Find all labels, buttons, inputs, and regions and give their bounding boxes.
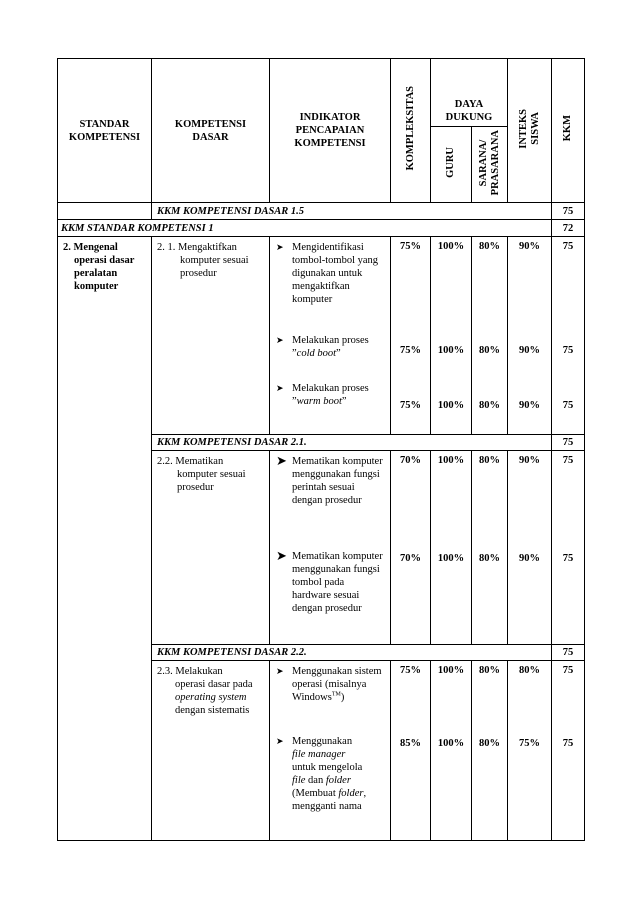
header-inteks-siswa: INTEKS SISWA bbox=[508, 59, 552, 203]
indikator-2-2 bbox=[270, 451, 391, 645]
sarana-2-1: 80% 80% 80% bbox=[472, 237, 508, 435]
kompetensi-dasar-2-3: 2.3. Melakukan operasi dasar pada operating system dengan sistematis bbox=[152, 661, 270, 841]
kkm-kd-1-5-row bbox=[58, 203, 585, 220]
kompetensi-dasar-2-1: 2. 1. Mengaktifkan komputer sesuai prosedur bbox=[152, 237, 270, 435]
kompleksitas-2-3: 75% 85% bbox=[391, 661, 431, 841]
kkm-kd-1-5-value: 75 bbox=[552, 203, 585, 220]
kkm-2-2: 75 75 bbox=[552, 451, 585, 645]
kkm-kd-2-1-label: KKM KOMPETENSI DASAR 2.1. bbox=[152, 435, 552, 451]
kompleksitas-2-1: 75% 75% 75% bbox=[391, 237, 431, 435]
header-kompleksitas: KOMPLEKSITAS bbox=[391, 59, 431, 203]
kkm-sk-1-label: KKM STANDAR KOMPETENSI 1 bbox=[58, 220, 552, 237]
kkm-table bbox=[57, 58, 585, 841]
kkm-sk-1-row bbox=[58, 220, 585, 237]
indicator-item: ➤ Melakukan proses ”cold boot” bbox=[276, 335, 369, 359]
kkm-kd-2-1-value: 75 bbox=[552, 435, 585, 451]
header-daya-dukung: DAYA DUKUNG bbox=[431, 59, 508, 127]
kd-2-1-row bbox=[58, 237, 585, 435]
sarana-2-3: 80% 80% bbox=[472, 661, 508, 841]
arrow-bullet-icon: ➤ bbox=[276, 383, 284, 393]
header-guru: GURU bbox=[431, 127, 472, 203]
arrow-bullet-icon: ➤ bbox=[276, 666, 284, 676]
indikator-2-3 bbox=[270, 661, 391, 841]
kkm-kd-1-5-label: KKM KOMPETENSI DASAR 1.5 bbox=[152, 203, 552, 220]
kkm-kd-2-2-label: KKM KOMPETENSI DASAR 2.2. bbox=[152, 645, 552, 661]
kompleksitas-2-2: 70% 70% bbox=[391, 451, 431, 645]
indicator-item: ➤ Mengidentifikasi tombol-tombol yang digunakan untuk mengaktifkan komputer bbox=[276, 242, 379, 305]
guru-2-3: 100% 100% bbox=[431, 661, 472, 841]
kkm-sk-1-value: 72 bbox=[552, 220, 585, 237]
arrow-bullet-icon: ➤ bbox=[276, 453, 287, 468]
inteks-2-2: 90% 90% bbox=[508, 451, 552, 645]
arrow-bullet-icon: ➤ bbox=[276, 736, 284, 746]
kkm-2-3: 75 75 bbox=[552, 661, 585, 841]
header-indikator: INDIKATOR PENCAPAIAN KOMPETENSI bbox=[270, 59, 391, 203]
header-kompetensi-dasar: KOMPETENSI DASAR bbox=[152, 59, 270, 203]
inteks-2-1: 90% 90% 90% bbox=[508, 237, 552, 435]
arrow-bullet-icon: ➤ bbox=[276, 548, 287, 563]
kkm-document bbox=[57, 58, 584, 841]
guru-2-2: 100% 100% bbox=[431, 451, 472, 645]
sarana-2-2: 80% 80% bbox=[472, 451, 508, 645]
indikator-2-1 bbox=[270, 237, 391, 435]
kompetensi-dasar-2-2: 2.2. Mematikan komputer sesuai prosedur bbox=[152, 451, 270, 645]
kkm-kd-2-2-value: 75 bbox=[552, 645, 585, 661]
header-sarana: SARANA/ PRASARANA bbox=[472, 127, 508, 203]
standar-kompetensi-2: 2. Mengenal operasi dasar peralatan komputer bbox=[58, 237, 152, 841]
header-row-1 bbox=[58, 59, 585, 127]
arrow-bullet-icon: ➤ bbox=[276, 335, 284, 345]
kkm-2-1: 75 75 75 bbox=[552, 237, 585, 435]
header-kkm: KKM bbox=[552, 59, 585, 203]
indicator-item: ➤ Menggunakan file manager untuk mengelola file dan folder (Membuat folder, mengganti nama bbox=[276, 736, 367, 812]
indicator-item: ➤ Melakukan proses ”warm boot” bbox=[276, 383, 369, 407]
indicator-item: ➤ Mematikan komputer menggunakan fungsi tombol pada hardware sesuai dengan prosedur bbox=[276, 548, 383, 614]
guru-2-1: 100% 100% 100% bbox=[431, 237, 472, 435]
arrow-bullet-icon: ➤ bbox=[276, 242, 284, 252]
indicator-item: ➤ Mematikan komputer menggunakan fungsi perintah sesuai dengan prosedur bbox=[276, 453, 383, 506]
indicator-item: ➤ Menggunakan sistem operasi (misalnya Windows™) bbox=[276, 666, 382, 703]
header-standar-kompetensi: STANDAR KOMPETENSI bbox=[58, 59, 152, 203]
inteks-2-3: 80% 75% bbox=[508, 661, 552, 841]
